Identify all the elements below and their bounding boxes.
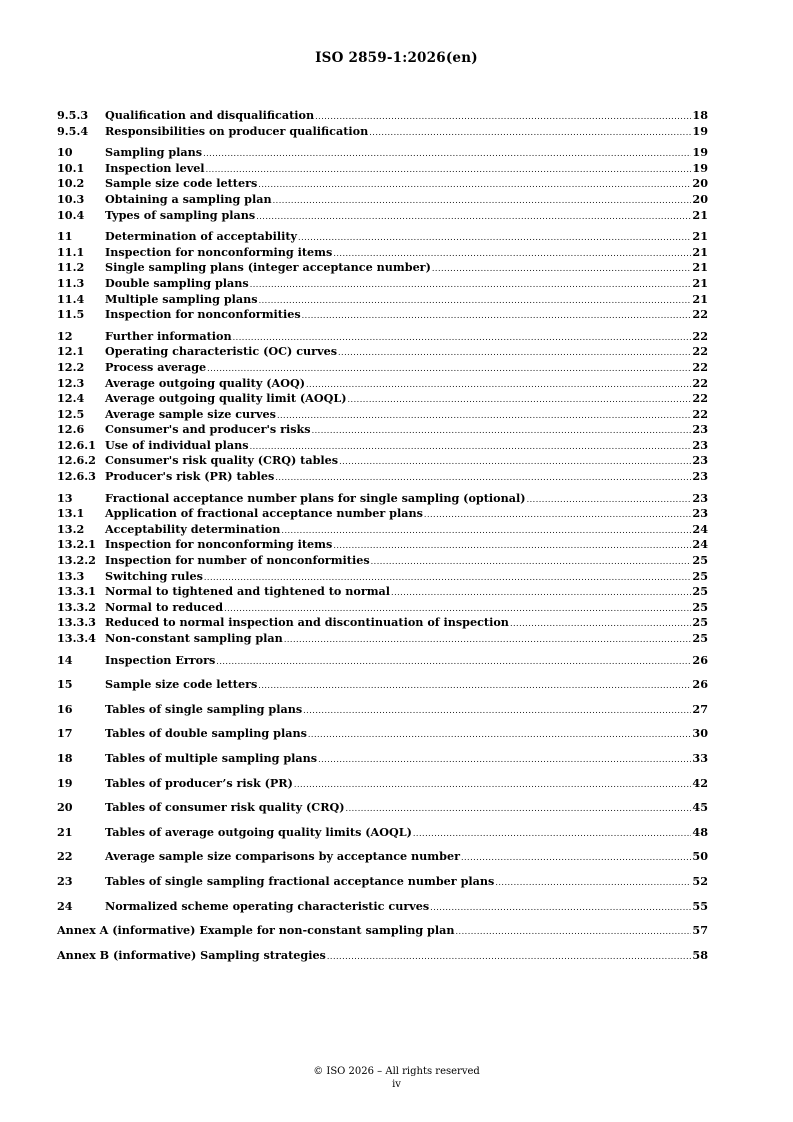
toc-entry-title: Consumer's and producer's risks: [105, 422, 311, 437]
toc-entry-page: 25: [692, 615, 708, 630]
toc-entry-number: 12.4: [57, 391, 85, 406]
toc-entry-page: 22: [692, 307, 708, 322]
toc-entry[interactable]: [57, 584, 708, 600]
dot-leader: [206, 162, 692, 178]
toc-entry-number: 9.5.4: [57, 123, 89, 138]
toc-entry-page: 25: [692, 599, 708, 614]
toc-entry-title: Tables of multiple sampling plans: [105, 750, 318, 765]
toc-entry[interactable]: [57, 344, 708, 360]
toc-entry-page: 45: [692, 800, 708, 815]
dot-leader: [250, 277, 692, 293]
toc-entry[interactable]: [57, 360, 708, 376]
toc-entry-number: 23: [57, 873, 73, 888]
toc-entry[interactable]: [57, 506, 708, 522]
dot-leader: [306, 377, 691, 393]
toc-entry[interactable]: [57, 124, 708, 140]
toc-entry-number: 11.5: [57, 307, 85, 322]
toc-entry-page: 22: [692, 359, 708, 374]
dot-leader: [369, 125, 691, 141]
toc-section-group: [57, 145, 708, 223]
toc-entry-number: 12.1: [57, 344, 85, 359]
dot-leader: [273, 193, 692, 209]
toc-entry-title: Application of fractional acceptance number plans: [105, 506, 423, 521]
dot-leader: [327, 949, 692, 965]
toc-annex-entry[interactable]: [57, 923, 708, 939]
toc-entry-title: Normalized scheme operating characteristic curves: [105, 898, 430, 913]
dot-leader: [315, 109, 691, 125]
toc-entry-title: Further information: [105, 328, 232, 343]
toc-entry-title: Tables of double sampling plans: [105, 726, 307, 741]
toc-entry-page: 25: [692, 553, 708, 568]
toc-entry-page: 18: [692, 108, 708, 122]
dot-leader: [432, 261, 692, 277]
toc-entry-page: 57: [692, 923, 708, 938]
toc-section-group: [57, 491, 708, 647]
toc-entry-title: Annex A (informative) Example for non-constant sampling plan: [57, 923, 455, 938]
toc-entry-number: 9.5.3: [57, 108, 89, 122]
toc-entry-number: 19: [57, 775, 73, 790]
toc-entry-number: 12.6.2: [57, 453, 96, 468]
toc-entry-page: 21: [692, 275, 708, 290]
toc-annex-entry[interactable]: [57, 948, 708, 964]
toc-entry-page: 22: [692, 406, 708, 421]
toc-entry-number: 10.1: [57, 160, 85, 175]
toc-section-group: [57, 329, 708, 485]
toc-entry-title: Obtaining a sampling plan: [105, 191, 272, 206]
toc-entry-title: Responsibilities on producer qualification: [105, 123, 369, 138]
toc-entry-number: 12.6.1: [57, 437, 96, 452]
toc-section-group: [57, 800, 708, 816]
toc-entry[interactable]: [57, 245, 708, 261]
toc-entry-number: 13.3.1: [57, 584, 96, 599]
toc-entry-title: Sample size code letters: [105, 677, 258, 692]
toc-entry-title: Tables of average outgoing quality limits (AOQL): [105, 824, 412, 839]
toc-entry[interactable]: [57, 260, 708, 276]
dot-leader: [391, 585, 691, 601]
toc-entry-number: 17: [57, 726, 73, 741]
toc-section-group: [57, 751, 708, 767]
dot-leader: [224, 601, 691, 617]
toc-entry-title: Multiple sampling plans: [105, 291, 258, 306]
toc-entry-title: Average sample size curves: [105, 406, 276, 421]
dot-leader: [338, 345, 691, 361]
toc-entry[interactable]: [57, 874, 708, 890]
toc-entry[interactable]: [57, 702, 708, 718]
toc-annex-group: [57, 948, 708, 964]
toc-entry-number: 21: [57, 824, 73, 839]
toc-entry-title: Sampling plans: [105, 145, 203, 160]
toc-entry-page: 48: [692, 824, 708, 839]
dot-leader: [302, 308, 692, 324]
toc-entry-number: 10.2: [57, 176, 85, 191]
toc-entry-number: 13.3.2: [57, 599, 96, 614]
toc-section-group: [57, 108, 708, 139]
dot-leader: [258, 678, 691, 694]
toc-entry-page: 55: [692, 898, 708, 913]
toc-entry-number: 13.3: [57, 568, 85, 583]
toc-entry[interactable]: [57, 653, 708, 669]
toc-entry-title: Fractional acceptance number plans for single sampling (optional): [105, 490, 526, 505]
toc-entry-title: Reduced to normal inspection and discontinuation of inspection: [105, 615, 509, 630]
dot-leader: [333, 246, 691, 262]
toc-entry-number: 16: [57, 701, 73, 716]
dot-leader: [308, 727, 692, 743]
toc-entry[interactable]: [57, 776, 708, 792]
toc-entry-title: Normal to reduced: [105, 599, 224, 614]
toc-entry-number: 13.2.1: [57, 537, 96, 552]
toc-entry-title: Inspection for nonconformities: [105, 307, 301, 322]
dot-leader: [303, 703, 691, 719]
toc-entry[interactable]: [57, 825, 708, 841]
toc-entry-title: Tables of single sampling plans: [105, 701, 303, 716]
toc-entry-title: Process average: [105, 359, 207, 374]
dot-leader: [284, 632, 692, 648]
toc-entry-number: 12.6: [57, 422, 85, 437]
toc-entry-page: 25: [692, 584, 708, 599]
toc-entry-page: 22: [692, 391, 708, 406]
toc-entry-number: 10: [57, 145, 73, 160]
dot-leader: [312, 423, 692, 439]
dot-leader: [259, 293, 692, 309]
toc-entry[interactable]: [57, 438, 708, 454]
toc-entry[interactable]: [57, 407, 708, 423]
toc-entry[interactable]: [57, 677, 708, 693]
toc-entry-number: 13.1: [57, 506, 85, 521]
toc-entry-number: 12.3: [57, 375, 85, 390]
toc-entry-title: Operating characteristic (OC) curves: [105, 344, 337, 359]
toc-section-group: [57, 702, 708, 718]
toc-entry[interactable]: [57, 145, 708, 161]
toc-entry-title: Sample size code letters: [105, 176, 258, 191]
toc-entry-number: 13.2.2: [57, 553, 96, 568]
dot-leader: [277, 408, 691, 424]
dot-leader: [258, 177, 691, 193]
dot-leader: [339, 454, 691, 470]
dot-leader: [256, 209, 691, 225]
toc-section-group: [57, 874, 708, 890]
toc-entry[interactable]: [57, 453, 708, 469]
toc-entry-title: Qualification and disqualification: [105, 108, 315, 122]
copyright-notice: © ISO 2026 – All rights reserved: [313, 1066, 480, 1077]
dot-leader: [233, 330, 692, 346]
toc-entry[interactable]: [57, 276, 708, 292]
toc-entry-number: 13.2: [57, 521, 85, 536]
toc-entry-title: Determination of acceptability: [105, 229, 298, 244]
toc-entry-title: Annex B (informative) Sampling strategies: [57, 947, 326, 962]
toc-entry-title: Double sampling plans: [105, 275, 249, 290]
toc-entry-page: 22: [692, 328, 708, 343]
dot-leader: [203, 146, 691, 162]
toc-entry-number: 20: [57, 800, 73, 815]
toc-entry-title: Inspection for number of nonconformities: [105, 553, 370, 568]
toc-entry[interactable]: [57, 307, 708, 323]
toc-entry[interactable]: [57, 899, 708, 915]
toc-entry-page: 19: [692, 123, 708, 138]
toc-entry[interactable]: [57, 849, 708, 865]
toc-section-group: [57, 849, 708, 865]
toc-entry-page: 19: [692, 160, 708, 175]
dot-leader: [281, 523, 691, 539]
toc-entry-number: 11.1: [57, 244, 85, 259]
toc-entry-number: 11.2: [57, 260, 85, 275]
toc-entry-page: 58: [692, 947, 708, 962]
dot-leader: [298, 230, 691, 246]
toc-entry-number: 11.3: [57, 275, 85, 290]
dot-leader: [527, 492, 692, 508]
dot-leader: [424, 507, 692, 523]
toc-entry-page: 42: [692, 775, 708, 790]
toc-entry-page: 21: [692, 260, 708, 275]
toc-entry-page: 21: [692, 291, 708, 306]
toc-section-group: [57, 726, 708, 742]
toc-entry-title: Use of individual plans: [105, 437, 249, 452]
toc-section-group: [57, 825, 708, 841]
toc-entry-title: Tables of producer’s risk (PR): [105, 775, 293, 790]
dot-leader: [318, 752, 691, 768]
toc-entry-title: Non-constant sampling plan: [105, 631, 283, 645]
toc-entry-page: 23: [692, 453, 708, 468]
toc-entry[interactable]: [57, 422, 708, 438]
toc-entry-number: 22: [57, 849, 73, 864]
toc-entry-title: Tables of consumer risk quality (CRQ): [105, 800, 345, 815]
toc-entry-number: 12.6.3: [57, 469, 96, 484]
document-header: ISO 2859-1:2026(en): [315, 50, 478, 66]
dot-leader: [216, 654, 691, 670]
toc-entry-page: 22: [692, 375, 708, 390]
toc-entry-page: 26: [692, 652, 708, 667]
toc-entry[interactable]: [57, 161, 708, 177]
toc-section-group: [57, 677, 708, 693]
toc-entry-number: 18: [57, 750, 73, 765]
toc-entry-title: Producer's risk (PR) tables: [105, 469, 275, 484]
toc-entry-page: 27: [692, 701, 708, 716]
toc-entry-page: 52: [692, 873, 708, 888]
dot-leader: [294, 777, 692, 793]
page-number: iv: [392, 1079, 401, 1090]
toc-section-group: [57, 229, 708, 323]
toc-entry[interactable]: [57, 176, 708, 192]
dot-leader: [371, 554, 692, 570]
dot-leader: [333, 538, 691, 554]
dot-leader: [495, 875, 691, 891]
toc-entry[interactable]: [57, 229, 708, 245]
dot-leader: [207, 361, 691, 377]
toc-entry-number: 11: [57, 229, 73, 244]
toc-entry[interactable]: [57, 751, 708, 767]
toc-entry-title: Types of sampling plans: [105, 207, 256, 222]
toc-entry-number: 12: [57, 328, 73, 343]
toc-entry-title: Average outgoing quality limit (AOQL): [105, 391, 347, 406]
toc-entry-page: 50: [692, 849, 708, 864]
dot-leader: [275, 470, 691, 486]
toc-entry[interactable]: [57, 553, 708, 569]
toc-entry-page: 33: [692, 750, 708, 765]
toc-entry-title: Tables of single sampling fractional acceptance number plans: [105, 873, 495, 888]
toc-entry-number: 13: [57, 490, 73, 505]
toc-entry[interactable]: [57, 208, 708, 224]
toc-entry-number: 15: [57, 677, 73, 692]
toc-entry[interactable]: [57, 292, 708, 308]
toc-section-group: [57, 776, 708, 792]
toc-entry-page: 23: [692, 422, 708, 437]
toc-entry[interactable]: [57, 491, 708, 507]
toc-entry[interactable]: [57, 569, 708, 585]
toc-entry-number: 10.4: [57, 207, 85, 222]
toc-entry-title: Inspection Errors: [105, 652, 216, 667]
toc-entry-page: 23: [692, 506, 708, 521]
toc-entry[interactable]: [57, 615, 708, 631]
toc-entry-title: Inspection level: [105, 160, 205, 175]
toc-entry-title: Average outgoing quality (AOQ): [105, 375, 305, 390]
toc-entry-page: 20: [692, 176, 708, 191]
toc-entry-title: Single sampling plans (integer acceptance number): [105, 260, 431, 275]
toc-section-group: [57, 899, 708, 915]
toc-entry-page: 21: [692, 244, 708, 259]
toc-entry[interactable]: [57, 800, 708, 816]
dot-leader: [413, 826, 692, 842]
toc-entry-page: 23: [692, 490, 708, 505]
toc-entry-number: 24: [57, 898, 73, 913]
dot-leader: [250, 439, 692, 455]
dot-leader: [204, 570, 692, 586]
toc-entry-page: 25: [692, 568, 708, 583]
toc-entry-title: Average sample size comparisons by acceptance number: [105, 849, 460, 864]
toc-entry-number: 12.5: [57, 406, 85, 421]
toc-annex-group: [57, 923, 708, 939]
toc-entry[interactable]: [57, 469, 708, 485]
toc-entry[interactable]: [57, 631, 708, 647]
dot-leader: [461, 850, 691, 866]
toc-entry-page: 21: [692, 207, 708, 222]
toc-entry-page: 24: [692, 537, 708, 552]
toc-entry-page: 25: [692, 631, 708, 645]
toc-entry-page: 23: [692, 469, 708, 484]
toc-entry[interactable]: [57, 376, 708, 392]
toc-entry-title: Normal to tightened and tightened to normal: [105, 584, 391, 599]
toc-entry[interactable]: [57, 391, 708, 407]
dot-leader: [456, 924, 692, 940]
toc-entry-number: 13.3.3: [57, 615, 96, 630]
toc-entry-page: 20: [692, 191, 708, 206]
dot-leader: [346, 801, 692, 817]
toc-entry-page: 30: [692, 726, 708, 741]
toc-entry[interactable]: [57, 108, 708, 124]
table-of-contents: [57, 108, 708, 972]
toc-entry[interactable]: [57, 726, 708, 742]
toc-entry[interactable]: [57, 522, 708, 538]
dot-leader: [430, 900, 691, 916]
toc-entry-page: 24: [692, 521, 708, 536]
page-footer: [0, 1065, 793, 1091]
toc-entry-title: Switching rules: [105, 568, 203, 583]
toc-entry-number: 13.3.4: [57, 631, 96, 645]
toc-entry-page: 23: [692, 437, 708, 452]
toc-entry-number: 12.2: [57, 359, 85, 374]
dot-leader: [348, 392, 692, 408]
toc-entry-page: 22: [692, 344, 708, 359]
toc-entry-page: 26: [692, 677, 708, 692]
toc-entry-title: Inspection for nonconforming items: [105, 537, 333, 552]
toc-entry-number: 14: [57, 652, 73, 667]
toc-entry[interactable]: [57, 537, 708, 553]
toc-entry-page: 19: [692, 145, 708, 160]
dot-leader: [510, 616, 691, 632]
toc-entry[interactable]: [57, 600, 708, 616]
toc-entry[interactable]: [57, 329, 708, 345]
toc-entry-page: 21: [692, 229, 708, 244]
toc-entry-number: 11.4: [57, 291, 85, 306]
toc-entry-title: Acceptability determination: [105, 521, 281, 536]
toc-entry[interactable]: [57, 192, 708, 208]
toc-entry-title: Inspection for nonconforming items: [105, 244, 333, 259]
toc-entry-number: 10.3: [57, 191, 85, 206]
toc-section-group: [57, 653, 708, 669]
toc-entry-title: Consumer's risk quality (CRQ) tables: [105, 453, 339, 468]
